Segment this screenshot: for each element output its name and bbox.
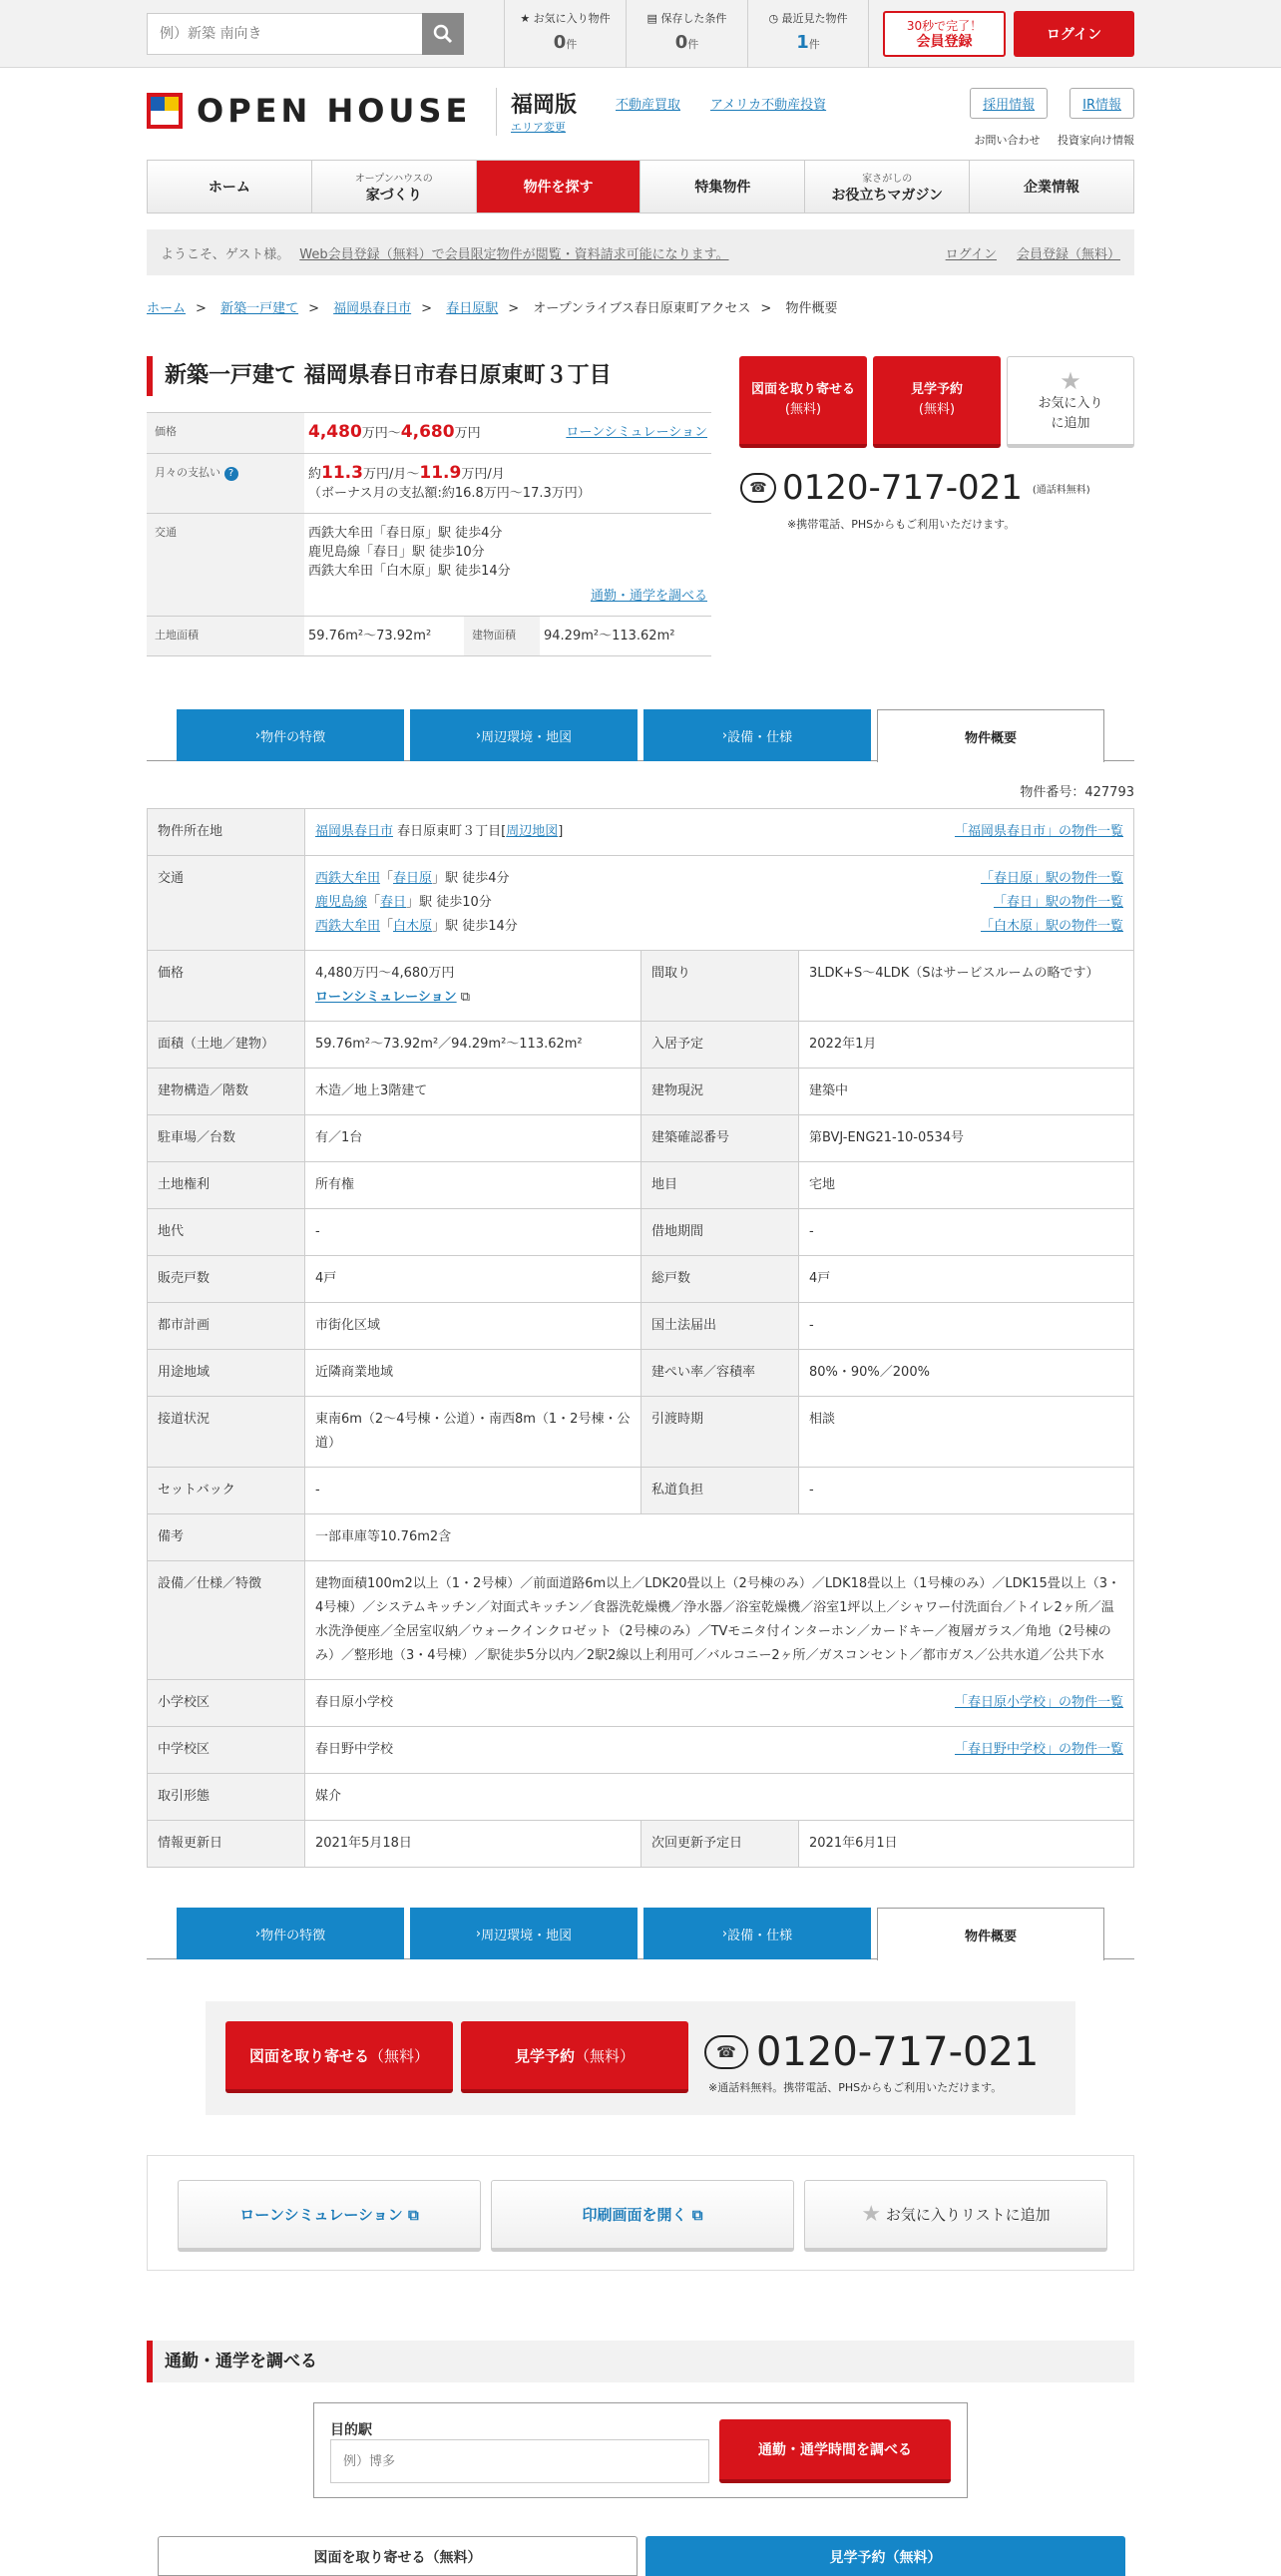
table-row: 小学校区 春日原小学校 「春日原小学校」の物件一覧 [148, 1680, 1134, 1727]
elementary-list-link[interactable]: 「春日原小学校」の物件一覧 [954, 1695, 1123, 1710]
welcome-login-link[interactable]: ログイン [945, 246, 997, 262]
visit-reserve-button[interactable]: 見学予約 (無料) [873, 356, 1001, 448]
logo-mark-icon [147, 93, 183, 129]
transit-label: 交通 [147, 514, 304, 616]
land-value: 59.76m²～73.92m² [308, 629, 432, 644]
commute-section-title: 通勤・通学を調べる [147, 2341, 1134, 2382]
property-tabs [147, 709, 1134, 761]
line-link[interactable]: 鹿児島線 [315, 895, 368, 910]
page-title: 新築一戸建て 福岡県春日市春日原東町３丁目 [147, 356, 705, 396]
request-doc-button[interactable]: 図面を取り寄せる (無料) [739, 356, 867, 448]
property-number: 物件番号：427793 [1020, 785, 1134, 800]
junior-list-link[interactable]: 「春日野中学校」の物件一覧 [954, 1742, 1123, 1757]
utility-box [147, 2155, 1134, 2271]
search-button[interactable] [422, 13, 464, 55]
commute-link[interactable]: 通勤・通学を調べる [590, 589, 707, 604]
crumb-new-house[interactable]: 新築一戸建て [220, 301, 299, 316]
station-link[interactable]: 白木原 [393, 919, 433, 934]
nav-magazine[interactable]: 家さがしの お役立ちマガジン [805, 161, 970, 213]
land-label: 土地面積 [147, 617, 304, 655]
spec-table [147, 808, 1134, 1868]
nav-house-building[interactable]: オープンハウスの 家づくり [312, 161, 477, 213]
table-row: 接道状況 東南6m（2～4号棟・公道）・南西8m（1・2号棟・公道） 引渡時期 相談 [148, 1397, 1134, 1468]
contact-link[interactable]: お問い合わせ [974, 134, 1041, 147]
spec-row-transit: 交通 西鉄大牟田「春日原」駅 徒歩4分 「春日原」駅の物件一覧 鹿児島線「春日」駅 徒歩10分 「春日」駅の物件一覧 西鉄大牟田「白木原」駅 徒歩14分 「白木原」駅の物件一覧 [148, 856, 1134, 951]
cta-visit-button[interactable]: 見学予約 （無料） [461, 2021, 688, 2093]
favorites-counter[interactable]: ★ お気に入り物件 0件 [504, 0, 626, 68]
station-link[interactable]: 春日原 [393, 871, 433, 886]
tab-equipment-bottom[interactable]: › 設備・仕様 [643, 1908, 871, 1959]
cta-phone [704, 2029, 1039, 2075]
spec-loan-link[interactable]: ローンシミュレーション [315, 990, 457, 1005]
star-icon: ★ [1060, 366, 1081, 395]
add-favorite-button[interactable]: ★ お気に入り に追加 [1007, 356, 1134, 448]
crumb-city[interactable]: 福岡県春日市 [333, 301, 412, 316]
city-link[interactable]: 福岡県春日市 [315, 824, 394, 839]
header-link-buyback[interactable]: 不動産買取 [616, 98, 681, 113]
tab-features[interactable]: › 物件の特徴 [177, 709, 404, 761]
breadcrumb: ホーム > 新築一戸建て > 福岡県春日市 > 春日原駅 > オープンライブス春日原東町アクセス > 物件概要 [147, 301, 838, 316]
recruit-button[interactable]: 採用情報 [970, 88, 1048, 119]
logo[interactable] [147, 92, 471, 130]
dest-station-input[interactable] [330, 2439, 709, 2483]
table-row: 販売戸数 4戸 総戸数 4戸 [148, 1256, 1134, 1303]
line-link[interactable]: 西鉄大牟田 [315, 919, 381, 934]
cta-phone-note: ※通話料無料。携帯電話、PHSからもご利用いただけます。 [708, 2081, 1003, 2094]
line-link[interactable]: 西鉄大牟田 [315, 871, 381, 886]
crumb-current: 物件概要 [785, 301, 838, 316]
table-row: 面積（土地／建物） 59.76m²～73.92m²／94.29m²～113.62m² 入居予定 2022年1月 [148, 1022, 1134, 1069]
summary-table [147, 412, 711, 656]
external-link-icon: ⧉ [407, 2205, 419, 2224]
cta-request-doc-button[interactable]: 図面を取り寄せる （無料） [225, 2021, 453, 2093]
tab-overview[interactable]: 物件概要 [877, 709, 1104, 762]
region-selector [496, 88, 577, 136]
monthly-label: 月々の支払い ? [147, 454, 304, 513]
crumb-home[interactable]: ホーム [147, 301, 187, 316]
commute-search-button[interactable]: 通勤・通学時間を調べる [719, 2419, 951, 2483]
crumb-station[interactable]: 春日原駅 [446, 301, 499, 316]
external-link-icon: ⧉ [691, 2205, 703, 2224]
dest-station-label: 目的駅 [330, 2422, 372, 2438]
tab-overview-bottom[interactable]: 物件概要 [877, 1908, 1104, 1960]
login-button[interactable]: ログイン [1014, 11, 1134, 57]
recent-counter[interactable]: ◷ 最近見た物件 1件 [747, 0, 869, 68]
tab-surroundings[interactable]: › 周辺環境・地図 [410, 709, 638, 761]
recent-count: 1 [796, 32, 809, 53]
help-icon[interactable]: ? [224, 467, 238, 481]
map-link[interactable]: 周辺地図 [506, 824, 559, 839]
bldg-label: 建物面積 [464, 617, 540, 655]
station-list-link[interactable]: 「春日原」駅の物件一覧 [980, 871, 1123, 886]
loan-sim-button[interactable]: ローンシミュレーション ⧉ [178, 2180, 481, 2252]
phone-free: (通話料無料) [1032, 484, 1090, 496]
saved-count: 0 [674, 32, 688, 53]
table-row: 備考 一部車庫等10.76m2含 [148, 1514, 1134, 1561]
search-icon [433, 24, 453, 44]
cta-phone-number[interactable]: 0120-717-021 [756, 2029, 1040, 2075]
register-label: 会員登録 [916, 34, 973, 50]
tab-surroundings-bottom[interactable]: › 周辺環境・地図 [410, 1908, 638, 1959]
welcome-text: ようこそ、ゲスト様。 [161, 246, 290, 262]
phone-block [740, 468, 1090, 508]
bldg-value: 94.29m²～113.62m² [544, 629, 675, 644]
nav-search-property[interactable]: 物件を探す [477, 161, 641, 213]
saved-unit: 件 [687, 38, 699, 51]
global-nav [147, 160, 1134, 214]
table-row: セットバック - 私道負担 - [148, 1468, 1134, 1514]
commute-form [313, 2402, 968, 2498]
header-link-us-investment[interactable]: アメリカ不動産投資 [710, 98, 827, 113]
table-row: 地代 - 借地期間 - [148, 1209, 1134, 1256]
station-link[interactable]: 春日 [380, 895, 407, 910]
spec-row-location: 物件所在地 福岡県春日市 春日原東町３丁目[周辺地図] 「福岡県春日市」の物件一覧 [148, 809, 1134, 856]
star-icon: ★ [861, 2202, 882, 2227]
search-input[interactable] [147, 13, 422, 55]
recent-unit: 件 [808, 38, 820, 51]
welcome-bar [147, 229, 1134, 275]
favorites-count: 0 [553, 32, 567, 53]
transit-value: 西鉄大牟田「春日原」駅 徒歩4分 鹿児島線「春日」駅 徒歩10分 西鉄大牟田「白木原」駅 徒歩14分 通勤・通学を調べる [308, 526, 707, 604]
favorites-unit: 件 [566, 38, 578, 51]
table-row: 情報更新日 2021年5月18日 次回更新予定日 2021年6月1日 [148, 1821, 1134, 1868]
loan-sim-link[interactable]: ローンシミュレーション [566, 425, 707, 440]
table-row: 土地権利 所有権 地目 宅地 [148, 1162, 1134, 1209]
table-row: 取引形態 媒介 [148, 1774, 1134, 1821]
saved-counter[interactable]: ▤ 保存した条件 0件 [626, 0, 747, 68]
ir-button[interactable]: IR情報 [1069, 88, 1134, 119]
site-header [147, 68, 1134, 160]
freedial-icon: ☎ [704, 2035, 748, 2069]
fixed-bottom-bar [158, 2536, 1125, 2576]
top-bar [0, 0, 1281, 68]
member-notice-link[interactable]: Web会員登録（無料）で会員限定物件が閲覧・資料請求可能になります。 [299, 246, 729, 262]
table-row: 中学校区 春日野中学校 「春日野中学校」の物件一覧 [148, 1727, 1134, 1774]
crumb-property: オープンライブス春日原東町アクセス [533, 301, 751, 316]
city-list-link[interactable]: 「福岡県春日市」の物件一覧 [954, 824, 1123, 839]
station-list-link[interactable]: 「白木原」駅の物件一覧 [980, 919, 1123, 934]
bottom-request-doc-button[interactable]: 図面を取り寄せる（無料） [158, 2536, 638, 2576]
nav-company[interactable]: 企業情報 [1024, 180, 1080, 196]
phone-number[interactable]: 0120-717-021 [782, 468, 1023, 508]
external-link-icon: ⧉ [460, 990, 471, 1005]
investor-link[interactable]: 投資家向け情報 [1058, 134, 1134, 147]
freedial-icon: ☎ [740, 473, 776, 503]
phone-note: ※携帯電話、PHSからもご利用いただけます。 [787, 518, 1016, 531]
region-change-link[interactable]: エリア変更 [511, 121, 566, 134]
tab-equipment[interactable]: › 設備・仕様 [643, 709, 871, 761]
property-tabs-bottom [147, 1908, 1134, 1959]
favorite-list-button[interactable]: ★ お気に入りリストに追加 [804, 2180, 1107, 2252]
region-name: 福岡版 [511, 93, 578, 118]
tab-features-bottom[interactable]: › 物件の特徴 [177, 1908, 404, 1959]
print-button[interactable]: 印刷画面を開く ⧉ [491, 2180, 794, 2252]
nav-home[interactable]: ホーム [148, 161, 312, 213]
nav-featured[interactable]: 特集物件 [640, 161, 805, 213]
table-row: 都市計画 市街化区域 国土法届出 - [148, 1303, 1134, 1350]
station-list-link[interactable]: 「春日」駅の物件一覧 [993, 895, 1123, 910]
recent-label: 最近見た物件 [781, 12, 848, 25]
monthly-value: 約11.3万円/月～11.9万円/月 （ボーナス月の支払額:約16.8万円～17.3万円） [308, 463, 591, 501]
bottom-visit-button[interactable]: 見学予約（無料） [645, 2536, 1125, 2576]
price-label: 価格 [147, 413, 304, 453]
price-value: 4,480万円～4,680万円 ローンシミュレーション [308, 422, 707, 442]
register-small: 30秒で完了！ [906, 19, 983, 33]
welcome-register-link[interactable]: 会員登録（無料） [1016, 246, 1120, 262]
saved-label: 保存した条件 [660, 12, 727, 25]
cta-box [206, 2001, 1075, 2115]
table-row: 駐車場／台数 有／1台 建築確認番号 第BVJ-ENG21-10-0534号 [148, 1115, 1134, 1162]
register-button[interactable] [883, 11, 1006, 57]
logo-text: OPEN HOUSE [197, 92, 472, 130]
table-row: 価格 4,480万円～4,680万円 ローンシミュレーション ⧉ 間取り 3LDK+S～4LDK（Sはサービスルームの略です） [148, 951, 1134, 1022]
table-row: 設備／仕様／特徴 建物面積100m2以上（1・2号棟）／前面道路6m以上／LDK20畳以上（2号棟のみ）／LDK18畳以上（1号棟のみ）／LDK15畳以上（3・4号棟）／システムキッチン／対面式キッチン／食器洗乾燥機／浄水器／浴室乾燥機／浴室1坪以上／シャワー付洗面台／トイレ2ヶ所／温水洗浄便座／全居室収納／ウォークインクロゼット（2号棟のみ）／TVモニタ付インターホン／カードキー／複層ガラス／角地（2号棟のみ）／整形地（3・4号棟）／駅徒歩5分以内／2駅2線以上利用可／バルコニー2ヶ所／ガスコンセント／都市ガス／公共水道／公共下水 [148, 1561, 1134, 1680]
favorites-label: お気に入り物件 [533, 12, 611, 25]
table-row: 用途地域 近隣商業地域 建ぺい率／容積率 80%・90%／200% [148, 1350, 1134, 1397]
search-box [147, 13, 464, 55]
table-row: 建物構造／階数 木造／地上3階建て 建物現況 建築中 [148, 1069, 1134, 1115]
